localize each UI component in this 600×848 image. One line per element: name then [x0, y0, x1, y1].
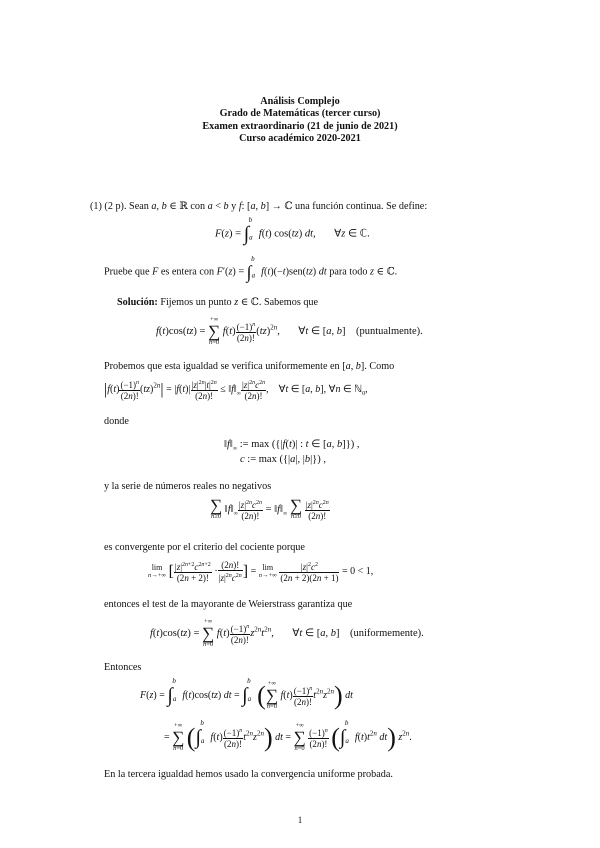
- degree-line: Grado de Matemáticas (tercer curso): [219, 108, 381, 120]
- academic-year-line: Curso académico 2020-2021: [239, 133, 361, 145]
- exam-line: Examen extraordinario (21 de junio de 2021): [202, 120, 398, 132]
- course-title: Análisis Complejo: [260, 96, 340, 107]
- then-label: Entonces: [104, 662, 142, 673]
- prove-statement: Pruebe que F es entera con $F'(z) = \int_a^b$ f(t)(−t)sen(tz) dt para todo z ∈ ℂ.: [104, 255, 398, 283]
- bound-equation: |f(t) $\frac{(-1)^n}{(2n)!}$ (tz)$^{2n}$| = |f(t)| $\frac{|z|^{2n}|t|^{2n}}{(2n)!}$ ≤ $‖f‖_\infty$ $\frac{|z|^{2n}c^{2n}}{(2n)!}$ , ∀t ∈ [a, b], ∀n ∈ ℕ$_0$,: [104, 380, 368, 401]
- weierstrass-sentence: entonces el test de la mayorante de Weierstrass garantiza que: [104, 599, 353, 610]
- donde-label: donde: [104, 416, 129, 427]
- numeric-series-intro: y la serie de números reales no negativos: [104, 481, 272, 492]
- F-expansion-line-2: = +∞ ∑ n=0 ($\int_a^b$ f(t) $\frac{(-1)^n}{(2n)!}$ $t^{2n}z^{2n}$) dt = +∞ ∑ n=0 $\frac{(-1)^n}{(2n)!}$ ($\int_a^b$ $f(t)t^{2n}$ dt) $z^{2n}$.: [164, 719, 412, 752]
- ratio-test-equation: lim n→+∞ [ $\frac{|z|^{2n+2}c^{2n+2}}{(2n + 2)!}$ · $\frac{(2n)!}{|z|^{2n}c^{2n}}$ ] = lim n→+∞ $\frac{|z|^2c^2}{(2n + 2)(2n + 1)}$ = 0 < 1,: [148, 560, 374, 583]
- final-remark: En la tercera igualdad hemos usado la convergencia uniforme probada.: [104, 769, 393, 780]
- F-expansion-line-1: $F(z) = \int_a^b$ f(t)cos(tz) dt = $\int_a^b$ ( +∞ ∑ n=0 f(t) $\frac{(-1)^n}{(2n)!}$ $t^{2n}z^{2n}$) dt: [140, 677, 353, 710]
- solution-intro: Solución: Fijemos un punto z ∈ ℂ. Sabemos que: [117, 297, 319, 308]
- uniform-claim: Probemos que esta igualdad se verifica uniformemente en [a, b]. Como: [104, 361, 395, 372]
- problem-statement: [90, 200, 427, 213]
- page-number: 1: [297, 815, 303, 825]
- ratio-test-intro: es convergente por el criterio del cociente porque: [104, 542, 305, 553]
- solution-label: Solución:: [117, 297, 158, 308]
- numeric-series-equation: ∑ n≥0 $‖f‖_\infty$ $\frac{|z|^{2n}c^{2n}}{(2n)!}$ = $‖f‖_\infty$ ∑ n≥0 $\frac{|z|^{2n}c^{2n}}{(2n)!}$: [210, 496, 329, 521]
- exam-header: [0, 96, 600, 146]
- pointwise-series-equation: f(t)cos(tz) = +∞ ∑ n=0 f(t) $\frac{(-1)^n}{(2n)!}$ (tz)$^{2n}$, ∀t ∈ [a, b] (puntualmente).: [156, 316, 423, 346]
- problem-text: Sean a, b ∈ ℝ con a < b y f: [a, b] → ℂ una función continua. Se define:: [129, 201, 428, 212]
- c-definition: c := max ({|a|, |b|}) ,: [240, 454, 326, 465]
- definition-equation: $F(z) = \int_a^b$ f(t) cos(tz) dt, ∀z ∈ ℂ.: [215, 215, 370, 245]
- uniform-series-equation: f(t)cos(tz) = +∞ ∑ n=0 f(t) $\frac{(-1)^n}{(2n)!}$ $z^{2n}t^{2n}$, ∀t ∈ [a, b] (uniformemente).: [150, 618, 424, 648]
- problem-number: (1) (2 p).: [90, 201, 127, 212]
- norm-definition: $‖f‖_\infty$ := max ({|f(t)| : t ∈ [a, b]}) ,: [224, 439, 360, 453]
